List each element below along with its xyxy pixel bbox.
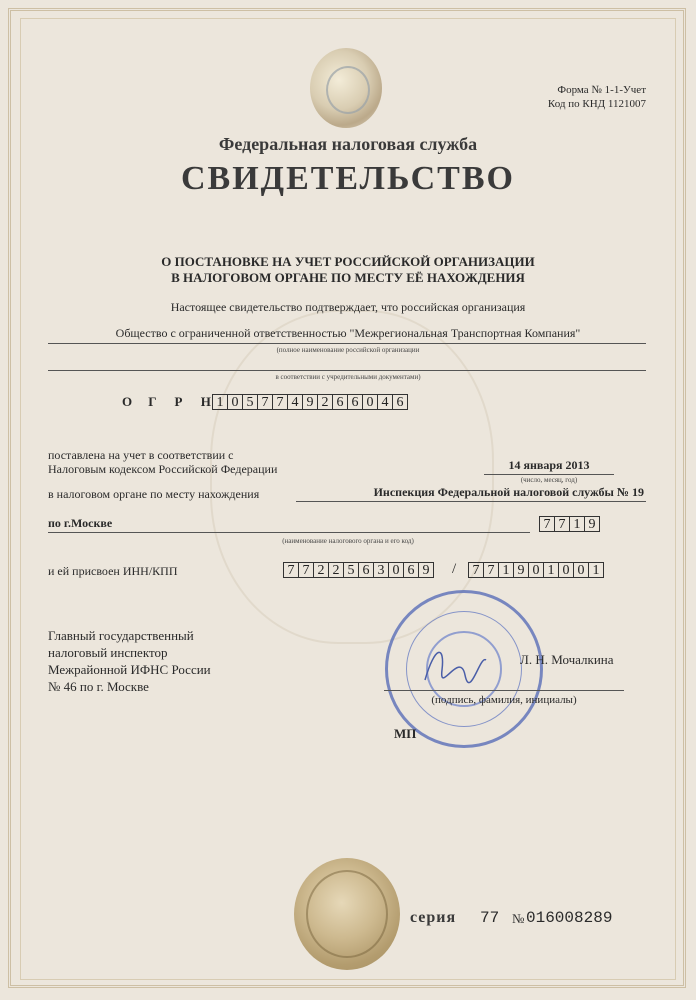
inn-digits	[284, 562, 434, 578]
kpp-digits	[469, 562, 604, 578]
ogrn-digit: 9	[302, 394, 318, 410]
knd-code: Код по КНД 1121007	[547, 98, 646, 110]
kpp-digit: 1	[543, 562, 559, 578]
embossed-seal	[294, 858, 400, 970]
ogrn-digit: 4	[287, 394, 303, 410]
ogrn-digit: 5	[242, 394, 258, 410]
series-label: серия	[410, 909, 457, 926]
authority-code-digit: 1	[569, 516, 585, 532]
ogrn-digit: 2	[317, 394, 333, 410]
inn-kpp-separator: /	[452, 561, 457, 577]
kpp-digit: 1	[588, 562, 604, 578]
inn-digit: 6	[358, 562, 374, 578]
authority-label: в налоговом органе по месту нахождения	[48, 487, 260, 501]
signature-underline	[384, 690, 624, 691]
authority-code-digit: 9	[584, 516, 600, 532]
kpp-digit: 7	[483, 562, 499, 578]
handwritten-signature	[420, 640, 490, 690]
authority-code	[540, 516, 600, 532]
inn-digit: 6	[403, 562, 419, 578]
ogrn-digit: 0	[362, 394, 378, 410]
ogrn-digit: 0	[227, 394, 243, 410]
inn-digit: 7	[283, 562, 299, 578]
kpp-digit: 9	[513, 562, 529, 578]
registration-line1: поставлена на учет в соответствии с	[48, 448, 234, 462]
ogrn-digit: 6	[392, 394, 408, 410]
ogrn-letter: Р	[174, 394, 184, 409]
serial-number: 016008289	[526, 909, 613, 927]
signatory-line1: Главный государственный	[48, 628, 194, 643]
inn-digit: 5	[343, 562, 359, 578]
tax-authority-name: Инспекция Федеральной налоговой службы № 19	[373, 485, 644, 499]
hologram-emblem	[310, 48, 382, 128]
page-title: СВИДЕТЕЛЬСТВО	[181, 160, 515, 197]
authority-underline	[296, 501, 646, 502]
registration-date: 14 января 2013	[508, 458, 590, 472]
org-name-caption: (полное наименование российской организации	[276, 346, 420, 354]
signatory-line2: налоговый инспектор	[48, 645, 168, 660]
ogrn-digit: 7	[257, 394, 273, 410]
inn-digit: 2	[328, 562, 344, 578]
ogrn-label	[122, 394, 223, 410]
ogrn-digit: 6	[332, 394, 348, 410]
kpp-digit: 0	[558, 562, 574, 578]
signatory-line3: Межрайонной ИФНС России	[48, 662, 211, 677]
seal-place-mark: МП	[394, 726, 417, 741]
kpp-digit: 1	[498, 562, 514, 578]
subtitle-line1: О ПОСТАНОВКЕ НА УЧЕТ РОССИЙСКОЙ ОРГАНИЗАЦИИ	[161, 254, 535, 269]
authority-city: по г.Москве	[48, 516, 113, 530]
signatory-line4: № 46 по г. Москве	[48, 679, 149, 694]
authority-caption: (наименование налогового органа и его код)	[282, 537, 414, 545]
ogrn-letter: Г	[148, 394, 158, 409]
ogrn-digit: 6	[347, 394, 363, 410]
inn-digit: 3	[373, 562, 389, 578]
kpp-digit: 0	[528, 562, 544, 578]
date-underline	[484, 474, 614, 475]
org-name-underline	[48, 343, 646, 344]
ogrn-digit: 4	[377, 394, 393, 410]
date-caption: (число, месяц, год)	[520, 476, 578, 484]
city-underline	[48, 532, 530, 533]
inn-digit: 0	[388, 562, 404, 578]
ogrn-digits	[213, 394, 408, 410]
kpp-digit: 0	[573, 562, 589, 578]
agency-name: Федеральная налоговая служба	[218, 134, 478, 154]
registration-line2: Налоговым кодексом Российской Федерации	[48, 462, 278, 476]
ogrn-letter: О	[122, 394, 134, 409]
kpp-digit: 7	[468, 562, 484, 578]
subtitle-line2: В НАЛОГОВОМ ОРГАНЕ ПО МЕСТУ ЕЁ НАХОЖДЕНИЯ	[171, 270, 525, 285]
serial-no-sign: №	[512, 911, 525, 926]
inn-digit: 9	[418, 562, 434, 578]
authority-code-digit: 7	[554, 516, 570, 532]
signatory-name: Л. Н. Мочалкина	[520, 652, 614, 667]
ogrn-digit: 7	[272, 394, 288, 410]
signature-caption: (подпись, фамилия, инициалы)	[431, 694, 577, 706]
inn-digit: 2	[313, 562, 329, 578]
organization-name: Общество с ограниченной ответственностью "Межрегиональная Транспортная Компания"	[115, 326, 581, 340]
intro-text: Настоящее свидетельство подтверждает, что российская организация	[170, 300, 526, 314]
inn-digit: 7	[298, 562, 314, 578]
ogrn-letter: Н	[200, 394, 212, 409]
authority-code-digit: 7	[539, 516, 555, 532]
org-docs-caption: в соответствии с учредительными документами)	[275, 373, 421, 381]
org-docs-underline	[48, 370, 646, 371]
series-number: 77	[480, 909, 500, 927]
ogrn-digit: 1	[212, 394, 228, 410]
form-number: Форма № 1-1-Учет	[557, 84, 646, 96]
inn-kpp-label: и ей присвоен ИНН/КПП	[48, 564, 178, 578]
